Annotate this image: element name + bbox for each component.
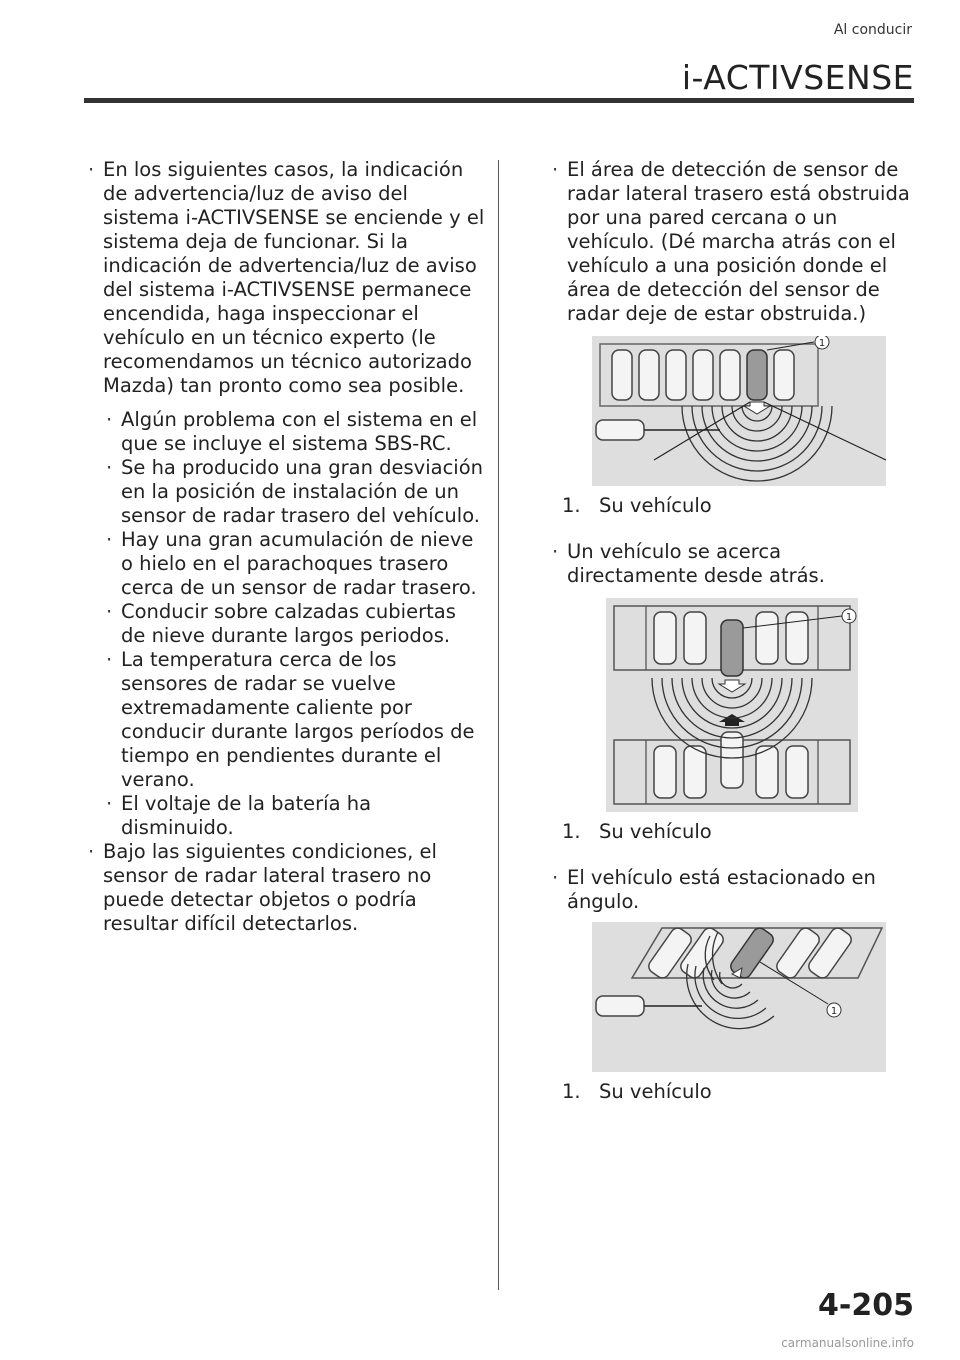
sub-bullet: · Hay una gran acumulación de nieve o hielo en el parachoques trasero cerca de un sensor de radar trasero.	[104, 528, 486, 600]
intro-bullet: · En los siguientes casos, la indicación de advertencia/luz de aviso del sistema i-ACTIVSENSE se enciende y el sistema deja de funcionar. Si la indicación de advertencia/luz de aviso del sistema i-ACTIVSENSE permanece encendida, haga inspeccionar el vehículo en un técnico experto (le recomendamos un técnico autorizado Mazda) tan pronto como sea posible.	[86, 158, 486, 398]
sub-bullet: · Se ha producido una gran desviación en la posición de instalación de un sensor de radar trasero del vehículo.	[104, 456, 486, 528]
header-chapter-title: i-ACTIVSENSE	[681, 58, 914, 97]
illustration-approach-behind	[606, 598, 858, 812]
column-divider	[498, 160, 499, 1290]
page-number: 4-205	[818, 1288, 914, 1323]
sub-bullet: · Algún problema con el sistema en el que se incluye el sistema SBS-RC.	[104, 408, 486, 456]
figure-caption: 1. Su vehículo	[562, 494, 712, 517]
right-column	[550, 158, 910, 1104]
illustration-approach-svg	[606, 598, 858, 812]
condition-bullet-approach: · Un vehículo se acerca directamente desde atrás.	[550, 540, 910, 588]
illustration-angled-svg	[592, 922, 886, 1042]
sub-bullet: · Conducir sobre calzadas cubiertas de nieve durante largos periodos.	[104, 600, 486, 648]
illustration-obstructed-svg	[592, 336, 886, 486]
condition-bullet-obstructed: · El área de detección de sensor de radar lateral trasero está obstruida por una pared cercana o un vehículo. (Dé marcha atrás con el vehículo a una posición donde el área de detección del sensor de radar deje de estar obstruida.)	[550, 158, 910, 326]
condition-bullet-angled: · El vehículo está estacionado en ángulo.	[550, 866, 910, 914]
sub-bullet-list	[86, 408, 486, 840]
footer-watermark: carmanualsonline.info	[781, 1336, 914, 1350]
outro-bullet: · Bajo las siguientes condiciones, el sensor de radar lateral trasero no puede detectar objetos o podría resultar difícil detectarlos.	[86, 840, 486, 936]
figure-callout: 1	[818, 338, 826, 349]
sub-bullet: · La temperatura cerca de los sensores de radar se vuelve extremadamente caliente por conducir durante largos períodos de tiempo en pendientes durante el verano.	[104, 648, 486, 792]
figure-callout: 1	[845, 612, 853, 623]
figure-callout: 1	[830, 1006, 838, 1017]
figure-caption: 1. Su vehículo	[562, 820, 712, 843]
left-column	[86, 158, 486, 936]
sub-bullet: · El voltaje de la batería ha disminuido.	[104, 792, 486, 840]
header-rule	[84, 98, 914, 103]
figure-caption: 1. Su vehículo	[562, 1080, 712, 1103]
illustration-angled-parking	[592, 922, 886, 1072]
header-section-label: Al conducir	[833, 22, 912, 38]
illustration-obstructed-area	[592, 336, 886, 486]
